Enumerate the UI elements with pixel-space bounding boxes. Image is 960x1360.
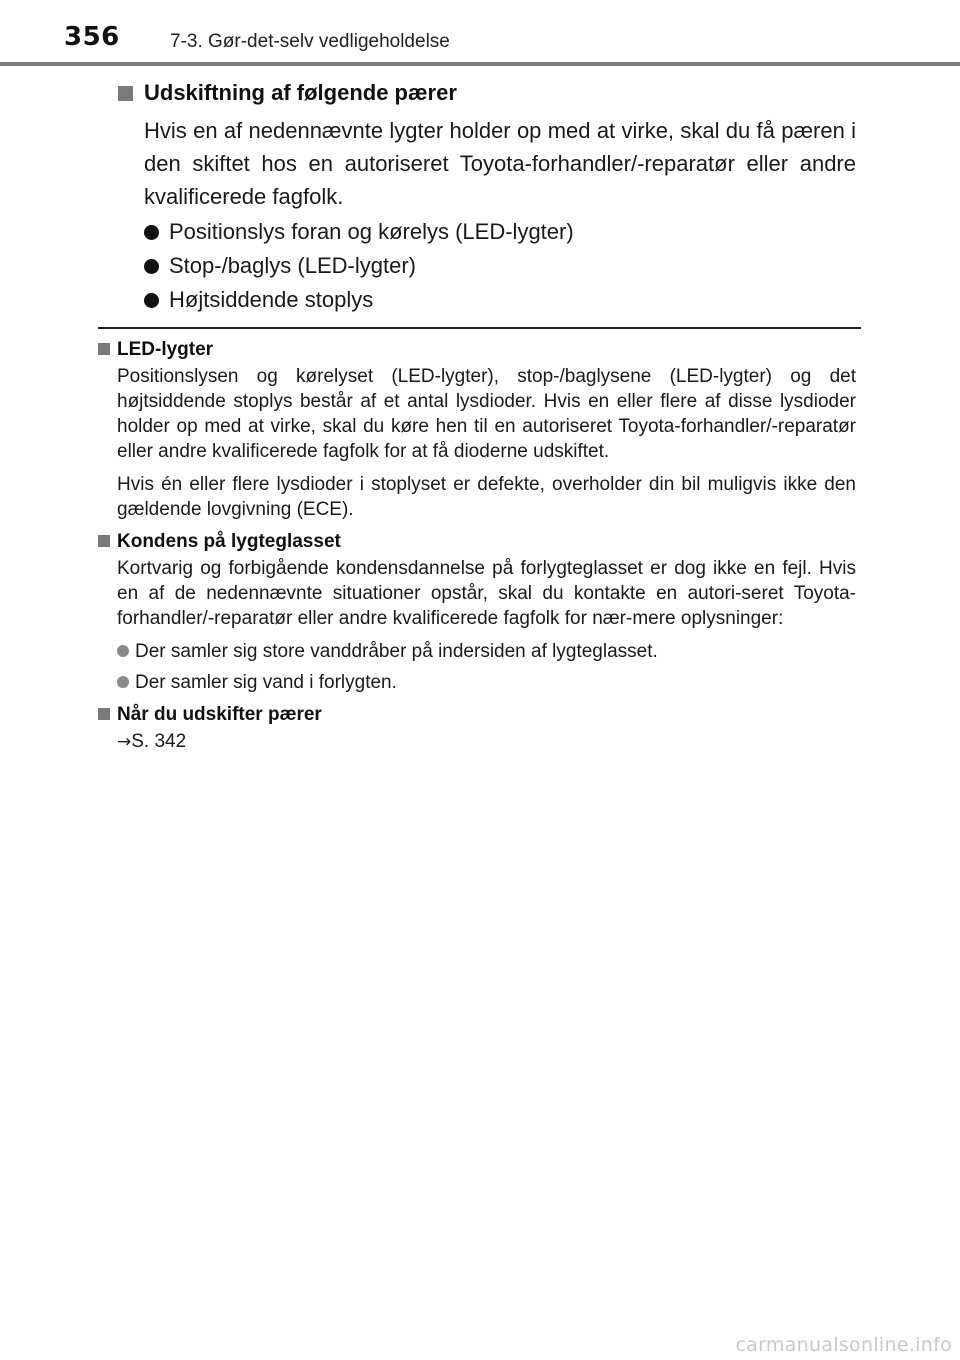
square-bullet-icon (118, 86, 133, 101)
main-bullet-list (144, 215, 856, 317)
note-heading: Kondens på lygteglasset (98, 530, 856, 554)
main-heading-text: Udskiftning af følgende pærer (144, 80, 457, 105)
section-divider (98, 327, 861, 329)
main-section (118, 78, 856, 317)
square-bullet-icon (98, 343, 110, 355)
round-bullet-icon (117, 676, 129, 688)
page-header (0, 0, 960, 70)
note-paragraph: Kortvarig og forbigående kondensdannelse på forlygteglasset er dog ikke en fejl. Hvis en af de nedennævnte situationer opstår, skal du kontakte en autori-seret Toyota-forhandler/-reparatør eller andre kvalificerede fagfolk for nær-mere oplysninger: (117, 558, 856, 629)
note-heading: Når du udskifter pærer (98, 703, 856, 727)
list-item: Der samler sig vand i forlygten. (117, 670, 856, 695)
list-item: Stop-/baglys (LED-lygter) (144, 249, 856, 283)
square-bullet-icon (98, 708, 110, 720)
round-bullet-icon (144, 225, 159, 240)
list-item: Højtsiddende stoplys (144, 283, 856, 317)
note-replacing-bulbs (98, 703, 856, 755)
main-paragraph: Hvis en af nedennævnte lygter holder op med at virke, skal du få pæren i den skiftet hos en autoriseret Toyota-forhandler/-reparatør eller andre kvalificerede fagfolk. (144, 118, 856, 209)
header-rule (0, 62, 960, 66)
page-reference[interactable] (117, 729, 856, 755)
list-item: Der samler sig store vanddråber på indersiden af lygteglasset. (117, 639, 856, 664)
round-bullet-icon (117, 645, 129, 657)
list-item: Positionslys foran og kørelys (LED-lygter) (144, 215, 856, 249)
notes-section (98, 338, 856, 763)
section-title: 7-3. Gør-det-selv vedligeholdelse (170, 31, 450, 52)
round-bullet-icon (144, 259, 159, 274)
note-led (98, 338, 856, 522)
round-bullet-icon (144, 293, 159, 308)
note-condensation (98, 530, 856, 695)
arrow-right-icon: → (117, 732, 132, 752)
watermark: carmanualsonline.info (735, 1334, 952, 1356)
note-bullet-list (117, 639, 856, 695)
square-bullet-icon (98, 535, 110, 547)
main-heading (118, 78, 856, 108)
page-reference-text: S. 342 (131, 731, 187, 752)
page-number: 356 (64, 22, 120, 52)
note-paragraph: Positionslysen og kørelyset (LED-lygter), stop-/baglysene (LED-lygter) og det højtsiddende stoplys består af et antal lysdioder. Hvis en eller flere af disse lysdioder holder op med at virke, skal du køre hen til en autoriseret Toyota-forhandler/-reparatør eller andre kvalificerede fagfolk for at få dioderne udskiftet. (117, 366, 856, 462)
note-paragraph: Hvis én eller flere lysdioder i stoplyset er defekte, overholder din bil muligvis ikke den gældende lovgivning (ECE). (117, 474, 856, 520)
note-heading: LED-lygter (98, 338, 856, 362)
